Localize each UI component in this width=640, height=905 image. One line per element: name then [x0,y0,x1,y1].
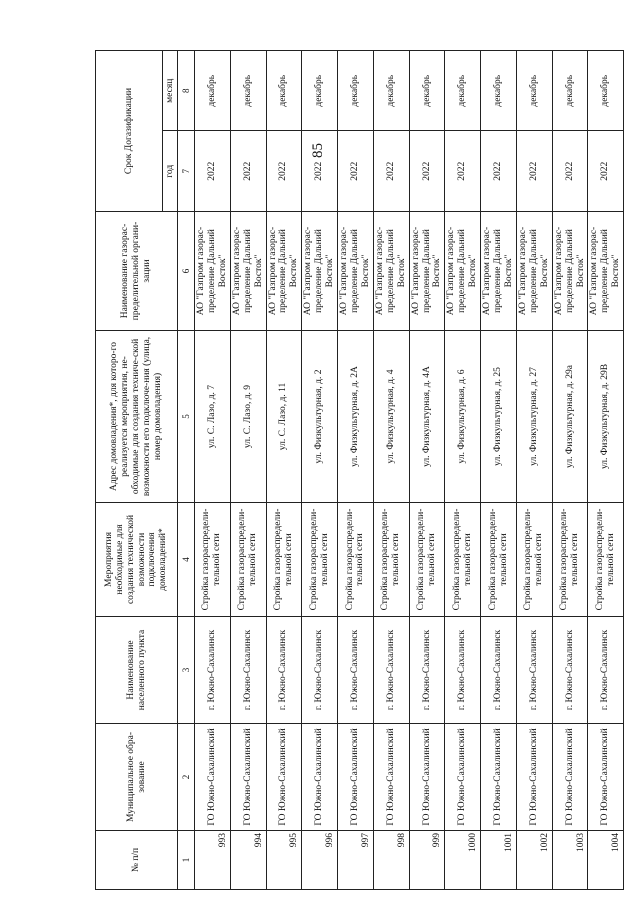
year-cell: 2022 [481,131,517,212]
year-cell: 2022 [409,131,445,212]
municipality-cell: ГО Южно-Сахалинский [552,724,588,831]
month-cell: декабрь [338,51,374,132]
address-cell: ул. Физкультурная, д. 29а [552,331,588,503]
municipality-cell: ГО Южно-Сахалинский [516,724,552,831]
address-cell: ул. Физкультурная, д. 2А [338,331,374,503]
column-number: 5 [178,331,195,503]
header-activity: Мероприятия необходимые для создания технической возможности подключения домовладений* [96,503,178,617]
row-number: 1003 [552,831,588,890]
table-row [552,51,588,890]
address-cell: ул. Физкультурная, д. 2 [302,331,338,503]
settlement-cell: г. Южно-Сахалинск [409,617,445,724]
municipality-cell: ГО Южно-Сахалинский [481,724,517,831]
header-org: Наименование газорас-пределительной органи-зации [96,212,178,331]
column-number: 2 [178,724,195,831]
activity-cell: Стройка газораспредели-тельной сети [588,503,624,617]
month-cell: декабрь [230,51,266,132]
year-cell: 2022 [552,131,588,212]
activity-cell: Стройка газораспредели-тельной сети [195,503,231,617]
org-cell: АО "Газпром газорас-пределение Дальний Восток" [445,212,481,331]
activity-cell: Стройка газораспредели-тельной сети [552,503,588,617]
month-cell: декабрь [195,51,231,132]
org-cell: АО "Газпром газорас-пределение Дальний Восток" [516,212,552,331]
activity-cell: Стройка газораспредели-тельной сети [302,503,338,617]
address-cell: ул. Физкультурная, д. 6 [445,331,481,503]
municipality-cell: ГО Южно-Сахалинский [373,724,409,831]
settlement-cell: г. Южно-Сахалинск [445,617,481,724]
activity-cell: Стройка газораспредели-тельной сети [409,503,445,617]
header-year: год [163,131,178,212]
activity-cell: Стройка газораспредели-тельной сети [338,503,374,617]
org-cell: АО "Газпром газорас-пределение Дальний Восток" [230,212,266,331]
month-cell: декабрь [481,51,517,132]
activity-cell: Стройка газораспредели-тельной сети [516,503,552,617]
month-cell: декабрь [552,51,588,132]
header-municipality: Муниципальное обра-зование [96,724,178,831]
page-number: 85 [310,143,326,158]
year-cell: 2022 [266,131,302,212]
header-address: Адрес домовладения*, для которо-го реализуется мероприятия, не-обходимые для создания техниче-ской возможности его подключе-ния (улица, номер домовладения) [96,331,178,503]
table-row [266,51,302,890]
month-cell: декабрь [302,51,338,132]
year-cell: 2022 [373,131,409,212]
header-settlement: Наименование населенного пункта [96,617,178,724]
row-number: 1002 [516,831,552,890]
address-cell: ул. С. Лазо, д. 11 [266,331,302,503]
table-row [302,51,338,890]
column-number: 1 [178,831,195,890]
address-cell: ул. Физкультурная, д. 27 [516,331,552,503]
gasification-table [95,50,624,890]
settlement-cell: г. Южно-Сахалинск [516,617,552,724]
month-cell: декабрь [373,51,409,132]
settlement-cell: г. Южно-Сахалинск [373,617,409,724]
activity-cell: Стройка газораспредели-тельной сети [266,503,302,617]
org-cell: АО "Газпром газорас-пределение Дальний Восток" [266,212,302,331]
settlement-cell: г. Южно-Сахалинск [338,617,374,724]
month-cell: декабрь [266,51,302,132]
activity-cell: Стройка газораспредели-тельной сети [481,503,517,617]
table-row [409,51,445,890]
row-number: 996 [302,831,338,890]
municipality-cell: ГО Южно-Сахалинский [338,724,374,831]
month-cell: декабрь [409,51,445,132]
org-cell: АО "Газпром газорас-пределение Дальний Восток" [338,212,374,331]
activity-cell: Стройка газораспредели-тельной сети [445,503,481,617]
year-cell: 2022 [516,131,552,212]
activity-cell: Стройка газораспредели-тельной сети [373,503,409,617]
activity-cell: Стройка газораспредели-тельной сети [230,503,266,617]
month-cell: декабрь [445,51,481,132]
column-number: 6 [178,212,195,331]
table-row [588,51,624,890]
org-cell: АО "Газпром газорас-пределение Дальний Восток" [302,212,338,331]
address-cell: ул. Физкультурная, д. 29В [588,331,624,503]
column-number: 7 [178,131,195,212]
table-row [445,51,481,890]
row-number: 1000 [445,831,481,890]
row-number: 998 [373,831,409,890]
row-number: 993 [195,831,231,890]
year-cell: 2022 [445,131,481,212]
address-cell: ул. С. Лазо, д. 9 [230,331,266,503]
org-cell: АО "Газпром газорас-пределение Дальний Восток" [195,212,231,331]
header-deadline: Срок Догазификации [96,51,163,212]
row-number: 995 [266,831,302,890]
settlement-cell: г. Южно-Сахалинск [552,617,588,724]
org-cell: АО "Газпром газорас-пределение Дальний Восток" [373,212,409,331]
rotated-table-container [95,45,622,905]
year-cell: 2022 [338,131,374,212]
year-cell: 2022 [588,131,624,212]
settlement-cell: г. Южно-Сахалинск [302,617,338,724]
municipality-cell: ГО Южно-Сахалинский [445,724,481,831]
row-number: 997 [338,831,374,890]
table-row [338,51,374,890]
municipality-cell: ГО Южно-Сахалинский [266,724,302,831]
year-cell: 2022 [302,131,338,212]
row-number: 1001 [481,831,517,890]
column-number-row [178,51,195,890]
municipality-cell: ГО Южно-Сахалинский [230,724,266,831]
month-cell: декабрь [516,51,552,132]
header-num: № п/п [96,831,178,890]
org-cell: АО "Газпром газорас-пределение Дальний Восток" [481,212,517,331]
municipality-cell: ГО Южно-Сахалинский [302,724,338,831]
month-cell: декабрь [588,51,624,132]
settlement-cell: г. Южно-Сахалинск [588,617,624,724]
org-cell: АО "Газпром газорас-пределение Дальний Восток" [588,212,624,331]
header-month: месяц [163,51,178,132]
table-row [373,51,409,890]
column-number: 8 [178,51,195,132]
org-cell: АО "Газпром газорас-пределение Дальний Восток" [552,212,588,331]
address-cell: ул. С. Лазо, д. 7 [195,331,231,503]
row-number: 999 [409,831,445,890]
settlement-cell: г. Южно-Сахалинск [230,617,266,724]
row-number: 1004 [588,831,624,890]
column-number: 3 [178,617,195,724]
table-row [481,51,517,890]
municipality-cell: ГО Южно-Сахалинский [409,724,445,831]
column-number: 4 [178,503,195,617]
table-row [195,51,231,890]
table-body [195,51,624,890]
year-cell: 2022 [195,131,231,212]
settlement-cell: г. Южно-Сахалинск [481,617,517,724]
address-cell: ул. Физкультурная, д. 4А [409,331,445,503]
address-cell: ул. Физкультурная, д. 4 [373,331,409,503]
municipality-cell: ГО Южно-Сахалинский [195,724,231,831]
address-cell: ул. Физкультурная, д. 25 [481,331,517,503]
table-row [516,51,552,890]
table-row [230,51,266,890]
row-number: 994 [230,831,266,890]
settlement-cell: г. Южно-Сахалинск [266,617,302,724]
year-cell: 2022 [230,131,266,212]
municipality-cell: ГО Южно-Сахалинский [588,724,624,831]
settlement-cell: г. Южно-Сахалинск [195,617,231,724]
org-cell: АО "Газпром газорас-пределение Дальний Восток" [409,212,445,331]
